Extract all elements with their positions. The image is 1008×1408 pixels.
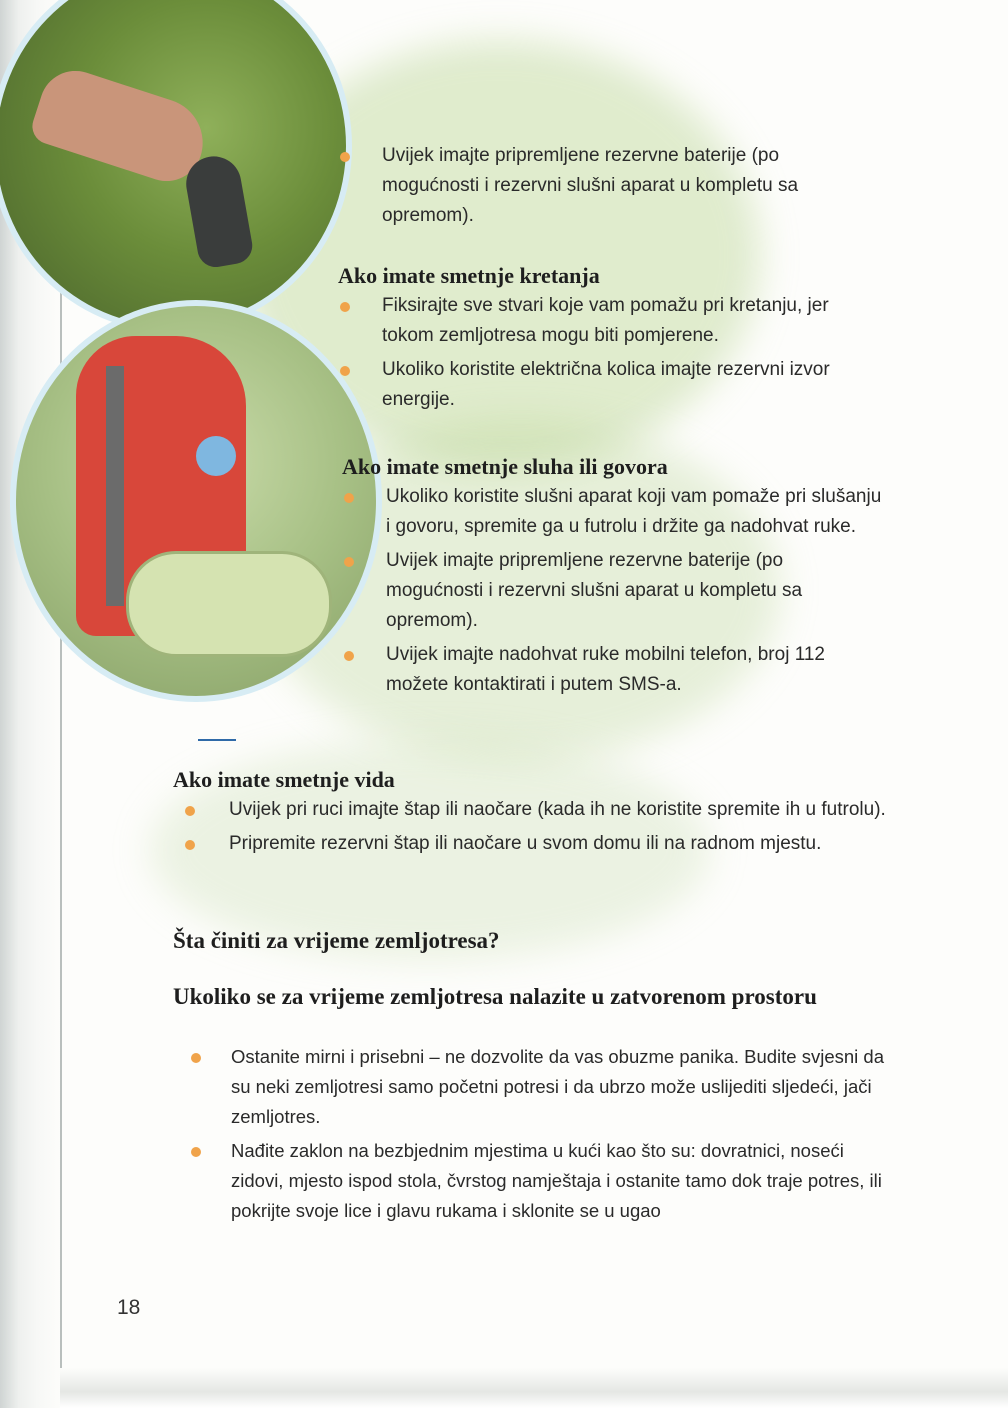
section-heading: Ako imate smetnje kretanja	[338, 263, 600, 288]
section-hearing	[342, 454, 882, 704]
bullet-icon	[340, 152, 350, 162]
item-text: Uvijek imajte pripremljene rezervne baterije (po mogućnosti i rezervni slušni aparat u kompletu sa opremom).	[386, 550, 803, 631]
pack-strap	[106, 366, 124, 606]
item-text: Ukoliko koristite električna kolica imajte rezervni izvor energije.	[382, 359, 830, 410]
sleeping-mat-icon	[126, 551, 332, 657]
list-item	[338, 355, 878, 415]
bullet-icon	[344, 651, 354, 661]
item-text: Uvijek imajte nadohvat ruke mobilni telefon, broj 112 možete kontaktirati i putem SMS-a.	[386, 644, 825, 695]
section-movement	[338, 263, 878, 419]
page-number: 18	[117, 1296, 141, 1319]
item-text: Ukoliko koristite slušni aparat koji vam pomaže pri slušanju i govoru, spremite ga u futrolu i držite ga nadohvat ruke.	[386, 486, 882, 537]
bullet-icon	[344, 493, 354, 503]
hearing-aid-icon	[182, 152, 255, 270]
section-heading: Ako imate smetnje vida	[173, 767, 395, 792]
decor-dash	[198, 739, 236, 741]
backpack-photo	[10, 300, 382, 702]
item-text: Nađite zaklon na bezbjednim mjestima u kući kao što su: dovratnici, noseći zidovi, mjesto ispod stola, čvrstog namještaja i ostanite tamo dok traje potres, ili pokrijte svoje lice i glavu rukama i sklonite se u ugao	[231, 1140, 882, 1221]
scan-shadow	[60, 1368, 1008, 1408]
page-subtitle: Šta činiti za vrijeme zemljotresa?	[173, 928, 500, 953]
bullet-icon	[340, 302, 350, 312]
item-text: Uvijek imajte pripremljene rezervne baterije (po mogućnosti i rezervni slušni aparat u kompletu sa opremom).	[382, 145, 799, 226]
item-text: Uvijek pri ruci imajte štap ili naočare (kada ih ne koristite spremite ih u futrolu).	[229, 799, 886, 820]
list-item	[173, 829, 893, 859]
during-section	[173, 926, 893, 958]
item-text: Ostanite mirni i prisebni – ne dozvolite da vas obuzme panika. Budite svjesni da su neki zemljotresi samo početni potresi i da ubrzo može uslijediti sljedeći, jači zemljotres.	[231, 1046, 884, 1127]
list-item	[342, 546, 882, 636]
pack-badge-icon	[196, 436, 236, 476]
section-indoor	[173, 982, 893, 1230]
bullet-icon	[191, 1147, 201, 1157]
list-item	[338, 141, 878, 231]
bullet-icon	[185, 806, 195, 816]
bullet-icon	[185, 840, 195, 850]
bullet-icon	[344, 557, 354, 567]
list-item	[173, 1042, 893, 1132]
section-heading: Ukoliko se za vrijeme zemljotresa nalazite u zatvorenom prostoru	[173, 984, 817, 1009]
item-text: Fiksirajte sve stvari koje vam pomažu pri kretanju, jer tokom zemljotresa mogu biti pomjerene.	[382, 295, 829, 346]
list-item	[173, 1136, 893, 1226]
item-text: Pripremite rezervni štap ili naočare u svom domu ili na radnom mjestu.	[229, 833, 822, 854]
top-bullet-block	[338, 141, 878, 235]
list-item	[342, 482, 882, 542]
section-vision	[173, 767, 893, 863]
list-item	[338, 291, 878, 351]
bullet-icon	[191, 1053, 201, 1063]
list-item	[342, 640, 882, 700]
list-item	[173, 795, 893, 825]
finger-shape	[28, 62, 214, 191]
section-heading: Ako imate smetnje sluha ili govora	[342, 454, 668, 479]
bullet-icon	[340, 366, 350, 376]
